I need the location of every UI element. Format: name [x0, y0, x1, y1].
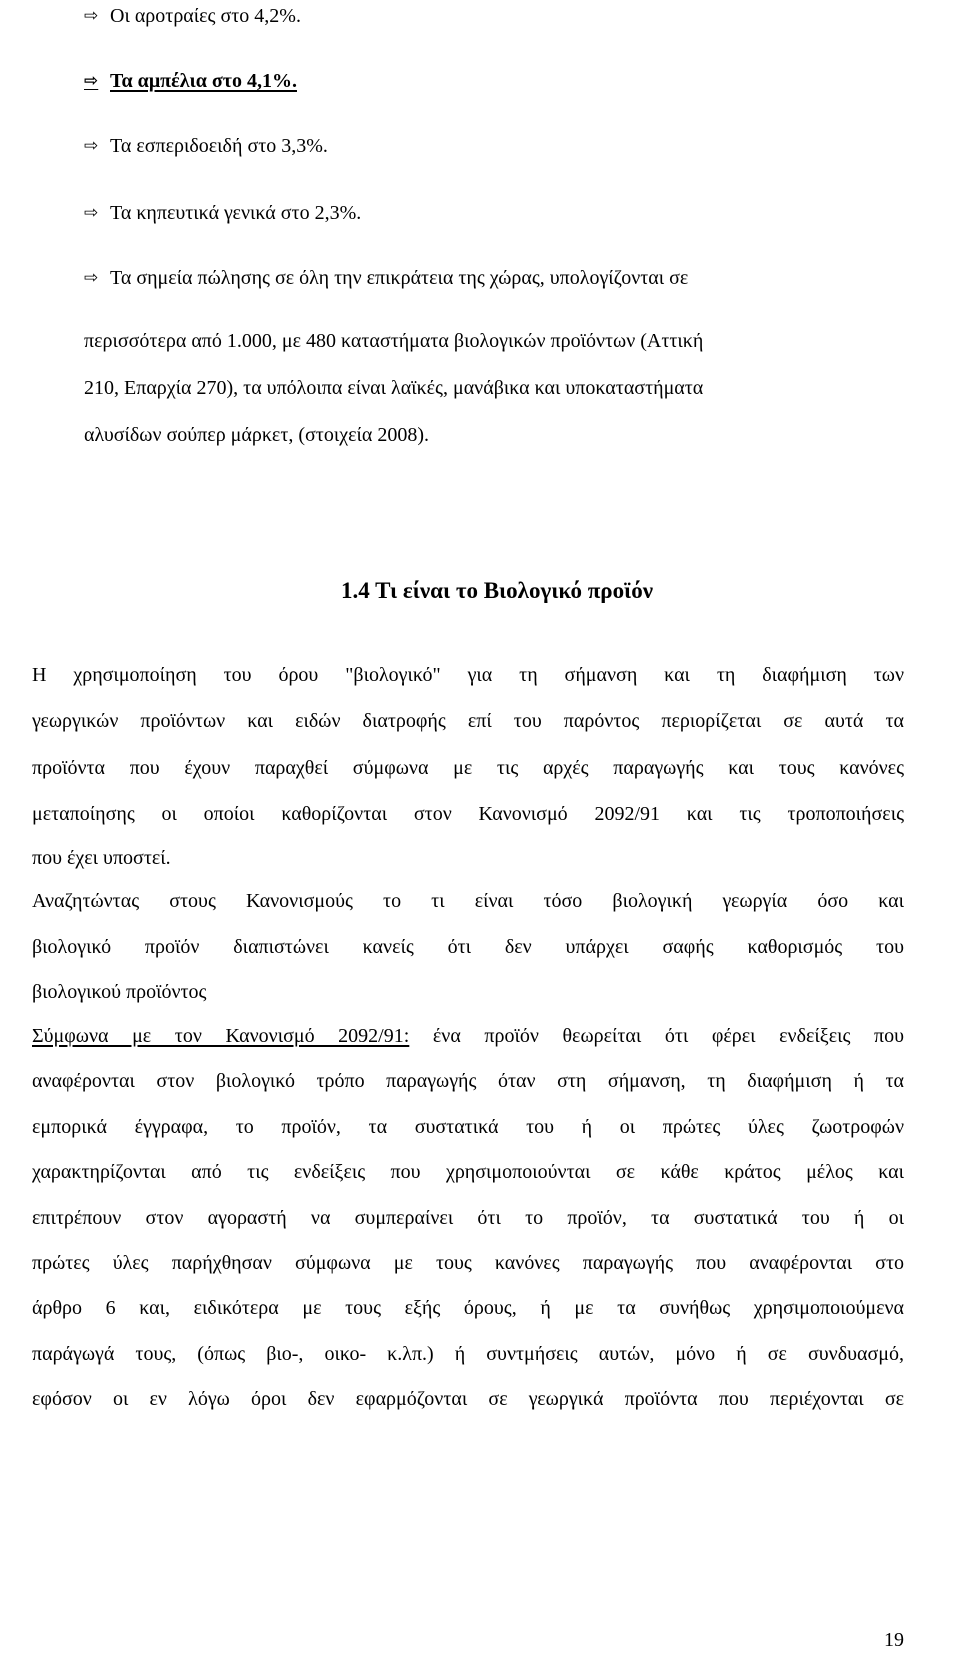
paragraph-line: βιολογικό προϊόν διαπιστώνει κανείς ότι δεν υπάρχει σαφής καθορισμός του [32, 936, 904, 958]
bullet-item [84, 69, 297, 93]
paragraph-line: που έχει υποστεί. [32, 847, 171, 869]
bullet-item [84, 134, 328, 158]
section-heading: 1.4 Τι είναι το Βιολογικό προϊόν [341, 578, 654, 603]
paragraph-line: προϊόντα που έχουν παραχθεί σύμφωνα με τις αρχές παραγωγής και τους κανόνες [32, 757, 904, 779]
double-arrow-right-icon: ⇨ [84, 71, 99, 91]
bullet-continuation-line: αλυσίδων σούπερ μάρκετ, (στοιχεία 2008). [84, 424, 430, 446]
bullet-text: Τα εσπεριδοειδή στο 3,3%. [110, 135, 328, 157]
paragraph-line: βιολογικού προϊόντος [32, 981, 207, 1003]
paragraph-line: άρθρο 6 και, ειδικότερα με τους εξής όρους, ή με τα συνήθως χρησιμοποιούμενα [32, 1297, 904, 1319]
paragraph-line: χαρακτηρίζονται από τις ενδείξεις που χρησιμοποιούνται σε κάθε κράτος μέλος και [32, 1161, 904, 1183]
paragraph-line: Η χρησιμοποίηση του όρου "βιολογικό" για τη σήμανση και τη διαφήμιση των [32, 664, 904, 686]
paragraph-line: εμπορικά έγγραφα, το προϊόν, τα συστατικά του ή οι πρώτες ύλες ζωοτροφών [32, 1116, 904, 1138]
paragraph-line: εφόσον οι εν λόγω όροι δεν εφαρμόζονται σε γεωργικά προϊόντα που περιέχονται σε [32, 1388, 904, 1410]
bullet-text: Οι αροτραίες στο 4,2%. [110, 5, 301, 27]
double-arrow-right-icon: ⇨ [84, 203, 99, 223]
bullet-item [84, 201, 361, 225]
paragraph-line: παράγωγά τους, (όπως βιο-, οικο- κ.λπ.) ή συντμήσεις αυτών, μόνο ή σε συνδυασμό, [32, 1343, 904, 1365]
paragraph-line: Αναζητώντας στους Κανονισμούς το τι είναι τόσο βιολογική γεωργία όσο και [32, 890, 904, 912]
bullet-text: Τα σημεία πώλησης σε όλη την επικράτεια της χώρας, υπολογίζονται σε [110, 267, 689, 289]
double-arrow-right-icon: ⇨ [84, 268, 99, 288]
page-number: 19 [884, 1629, 904, 1651]
bullet-continuation-line: 210, Επαρχία 270), τα υπόλοιπα είναι λαϊκές, μανάβικα και υποκαταστήματα [84, 377, 704, 399]
bullet-text: Τα αμπέλια στο 4,1%. [110, 70, 297, 92]
paragraph-line: μεταποίησης οι οποίοι καθορίζονται στον Κανονισμό 2092/91 και τις τροποποιήσεις [32, 803, 904, 825]
paragraph-line: πρώτες ύλες παρήχθησαν σύμφωνα με τους κανόνες παραγωγής που αναφέρονται στο [32, 1252, 904, 1274]
bullet-item [84, 266, 688, 290]
paragraph-line [32, 1024, 904, 1048]
bullet-text: Τα κηπευτικά γενικά στο 2,3%. [110, 202, 362, 224]
double-arrow-right-icon: ⇨ [84, 6, 99, 26]
paragraph-line: επιτρέπουν στον αγοραστή να συμπεραίνει ότι το προϊόν, τα συστατικά του ή οι [32, 1207, 904, 1229]
paragraph-line: γεωργικών προϊόντων και ειδών διατροφής επί του παρόντος περιορίζεται σε αυτά τα [32, 710, 904, 732]
bullet-continuation-line: περισσότερα από 1.000, με 480 καταστήματα βιολογικών προϊόντων (Αττική [84, 330, 704, 352]
paragraph-line-text: ένα προϊόν θεωρείται ότι φέρει ενδείξεις που [409, 1025, 904, 1047]
paragraph-line: αναφέρονται στον βιολογικό τρόπο παραγωγής όταν στη σήμανση, τη διαφήμιση ή τα [32, 1070, 904, 1092]
double-arrow-right-icon: ⇨ [84, 136, 99, 156]
regulation-reference: Σύμφωνα με τον Κανονισμό 2092/91: [32, 1025, 410, 1047]
bullet-item [84, 4, 301, 28]
